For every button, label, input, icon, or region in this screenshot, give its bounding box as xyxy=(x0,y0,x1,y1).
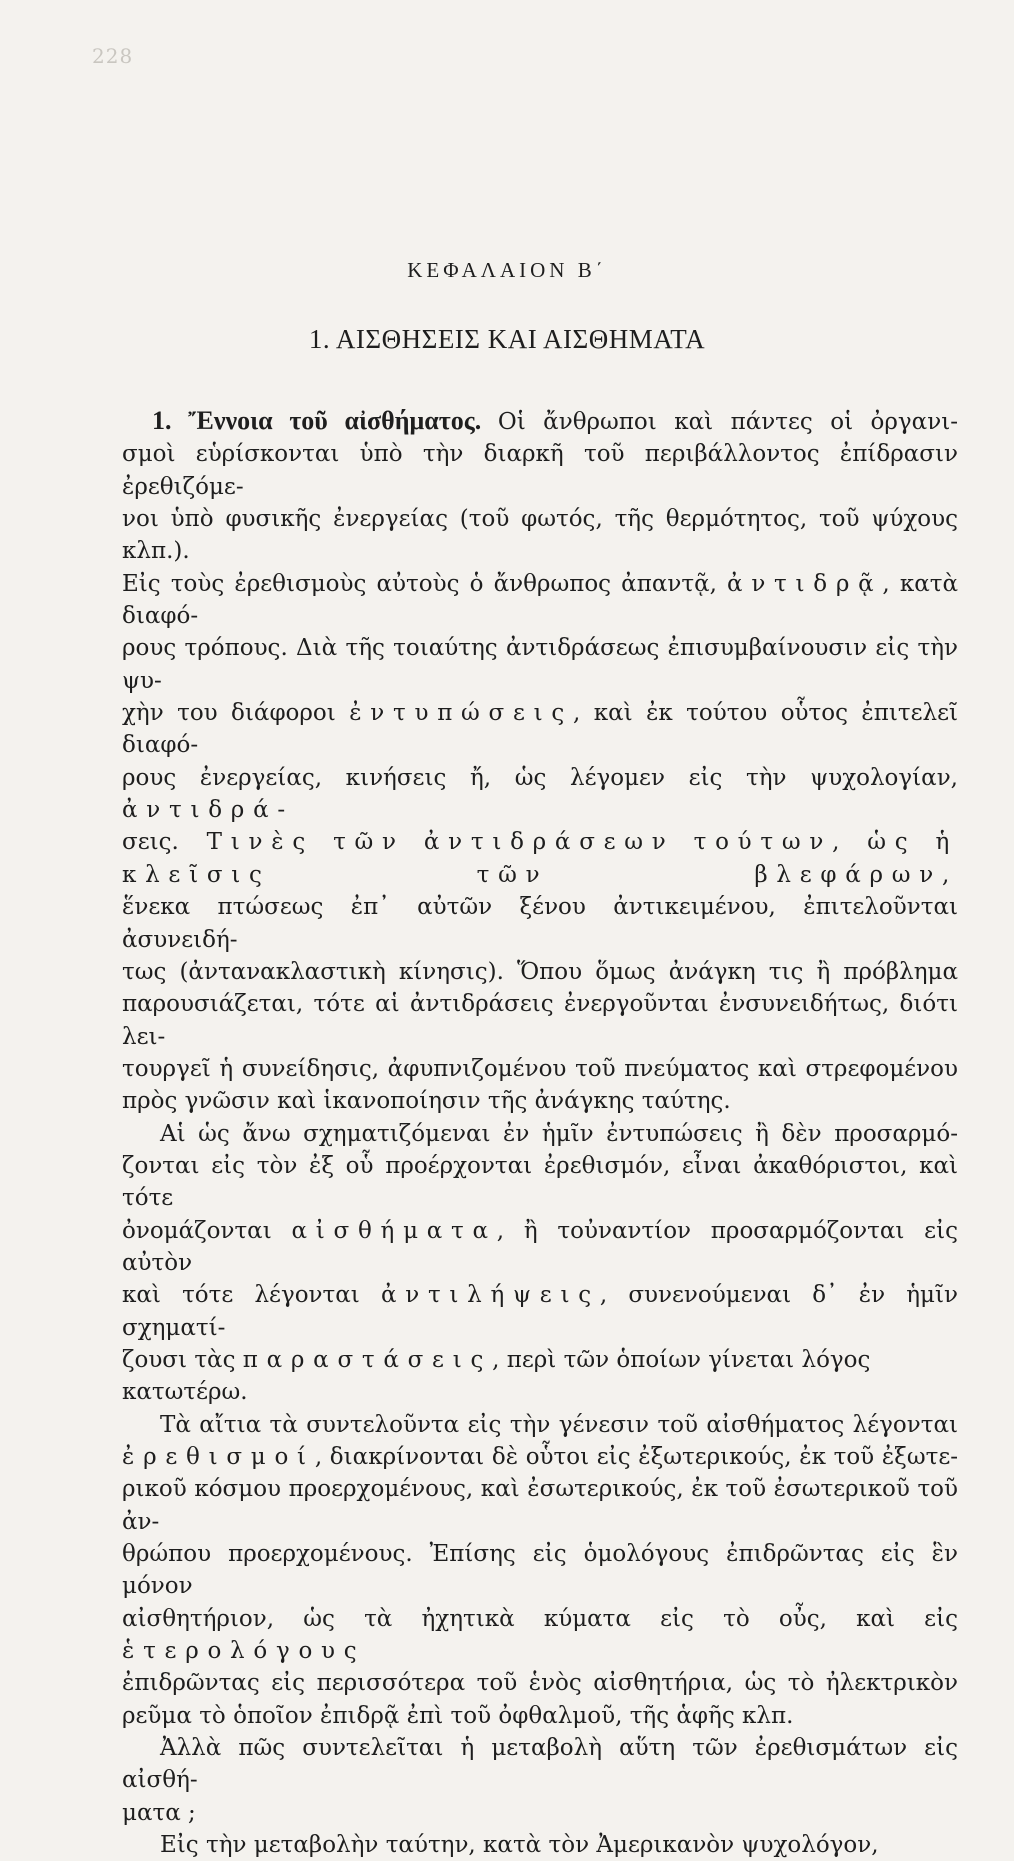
text-line xyxy=(122,1538,958,1603)
text-run: πρὸς γνῶσιν καὶ ἱκανοποίησιν τῆς ἀνάγκης ταύτης. xyxy=(122,1088,731,1115)
text-line xyxy=(122,1603,958,1668)
text-run: , ἢ τοὐναντίον προσαρμόζονται εἰς αὐτὸν xyxy=(122,1217,958,1276)
text-run: , καὶ ἐκ τούτου οὗτος ἐπιτελεῖ διαφό- xyxy=(122,700,959,759)
text-line xyxy=(122,438,958,503)
spaced-term: αἰσθήματα xyxy=(291,1217,497,1244)
text-run: σεις xyxy=(122,829,172,856)
text-run: χὴν του διάφοροι xyxy=(122,700,350,727)
text-run: Αἱ ὡς ἄνω σχηματιζόμεναι ἐν ἡμῖν ἐντυπώσεις ἢ δὲν προσαρμό- xyxy=(160,1120,958,1147)
text-run: παρουσιάζεται, τότε αἱ ἀντιδράσεις ἐνεργοῦνται ἐνσυνειδήτως, διότι λει- xyxy=(122,991,958,1050)
text-run: ὀνομάζονται xyxy=(122,1217,292,1244)
text-run: Εἰς τοὺς ἐρεθισμοὺς αὐτοὺς ὁ ἄνθρωπος ἀπαντᾷ, xyxy=(122,570,728,597)
text-line xyxy=(122,1797,958,1829)
text-run: τουργεῖ ἡ συνείδησις, ἀφυπνιζομένου τοῦ πνεύματος καὶ στρεφομένου xyxy=(122,1055,958,1082)
text-line xyxy=(122,891,958,956)
text-run: , διακρίνονται δὲ οὗτοι εἰς ἐξωτερικούς, ἐκ τοῦ ἐξωτε- xyxy=(314,1444,958,1470)
text-line xyxy=(122,1441,958,1473)
spaced-term: ἐντυπώσεις xyxy=(349,700,574,727)
chapter-title: ΚΕΦΑΛΑΙΟΝ Β΄ xyxy=(407,258,607,282)
text-line xyxy=(122,632,958,697)
text-run: ζουσι τὰς xyxy=(122,1346,243,1373)
text-line xyxy=(122,826,958,891)
text-line xyxy=(122,1829,958,1861)
text-line xyxy=(122,1085,958,1117)
text-line xyxy=(122,1732,958,1797)
text-run: Οἱ ἄνθρωποι καὶ πάντες οἱ ὀργανι- xyxy=(497,409,958,435)
paragraph xyxy=(122,405,958,1118)
text-line xyxy=(122,697,958,762)
paragraph xyxy=(122,1732,958,1829)
text-line xyxy=(122,1473,958,1538)
spaced-term: . Τινὲς τῶν ἀντιδράσεων τούτων, ὡς ἡ κλεῖσις τῶν βλεφάρων, xyxy=(122,829,958,888)
spaced-term: ἐρεθισμοί xyxy=(122,1444,315,1470)
text-run: ἐπιδρῶντας εἰς περισσότερα τοῦ ἑνὸς αἰσθητήρια, ὡς τὸ ἠλεκτρικὸν xyxy=(122,1670,958,1697)
text-line xyxy=(122,1279,958,1344)
body-text xyxy=(122,405,958,1861)
text-run: ρους ἐνεργείας, κινήσεις ἤ, ὡς λέγομεν εἰς τὴν ψυχολογίαν, xyxy=(122,764,958,791)
text-run: ἕνεκα πτώσεως ἐπ᾽ αὐτῶν ξένου ἀντικειμένου, ἐπιτελοῦνται ἀσυνειδή- xyxy=(122,894,958,953)
text-run: , συνενούμεναι δ᾽ ἐν ἡμῖν σχηματί- xyxy=(122,1282,958,1341)
text-line xyxy=(122,762,958,827)
paragraph xyxy=(122,1118,958,1409)
text-run: θρώπου προερχομένους. Ἐπίσης εἰς ὁμολόγους ἐπιδρῶντας εἰς ἓν μόνον xyxy=(122,1541,958,1600)
text-line xyxy=(122,1053,958,1085)
text-line xyxy=(122,1150,958,1215)
spaced-term: ἀντιδρᾷ xyxy=(727,570,883,597)
text-run: Ἀλλὰ πῶς συντελεῖται ἡ μεταβολὴ αὕτη τῶν ἐρεθισμάτων εἰς αἰσθή- xyxy=(122,1735,958,1794)
spaced-term: ἑτερολόγους xyxy=(122,1638,366,1665)
text-line xyxy=(122,1215,958,1280)
spaced-term: παραστάσεις xyxy=(242,1346,493,1373)
text-run: σμοὶ εὑρίσκονται ὑπὸ τὴν διαρκῆ τοῦ περιβάλλοντος ἐπίδρασιν ἐρεθιζόμε- xyxy=(122,441,958,500)
text-run: νοι ὑπὸ φυσικῆς ἐνεργείας (τοῦ φωτός, τῆς θερμότητος, τοῦ ψύχους κλπ.). xyxy=(122,506,958,565)
text-line xyxy=(122,568,958,633)
text-run: αἰσθητήριον, ὡς τὰ ἠχητικὰ κύματα εἰς τὸ οὖς, καὶ εἰς xyxy=(122,1605,958,1632)
text-run: ζονται εἰς τὸν ἐξ οὗ προέρχονται ἐρεθισμόν, εἶναι ἀκαθόριστοι, καὶ τότε xyxy=(122,1152,958,1212)
text-line xyxy=(122,1344,958,1409)
text-run: Τὰ αἴτια τὰ συντελοῦντα εἰς τὴν γένεσιν τοῦ αἰσθήματος λέγονται xyxy=(160,1411,958,1438)
text-run: , κατὰ διαφό- xyxy=(122,570,958,630)
paragraph xyxy=(122,1829,958,1861)
text-run: ρικοῦ κόσμου προερχομένους, καὶ ἐσωτερικούς, ἐκ τοῦ ἐσωτερικοῦ τοῦ ἀν- xyxy=(122,1476,958,1535)
paragraph xyxy=(122,1409,958,1732)
text-run: ρεῦμα τὸ ὁποῖον ἐπιδρᾷ ἐπὶ τοῦ ὀφθαλμοῦ, τῆς ἁφῆς κλπ. xyxy=(122,1702,794,1729)
text-run: , περὶ τῶν ὁποίων γίνεται λόγος κατωτέρω. xyxy=(122,1346,871,1406)
text-line xyxy=(122,1118,958,1150)
text-run: ρους τρόπους. Διὰ τῆς τοιαύτης ἀντιδράσεως ἐπισυμβαίνουσιν εἰς τὴν ψυ- xyxy=(122,635,958,694)
text-run: ματα ; xyxy=(122,1799,196,1826)
text-run: τως (ἀντανακλαστικὴ κίνησις). Ὅπου ὅμως ἀνάγκη τις ἢ πρόβλημα xyxy=(122,958,958,985)
text-run: Εἰς τὴν μεταβολὴν ταύτην, κατὰ τὸν Ἀμερικανὸν ψυχολόγον, xyxy=(160,1832,879,1859)
text-line xyxy=(122,405,958,438)
page-number: 228 xyxy=(92,44,134,68)
text-line xyxy=(122,1667,958,1699)
text-line xyxy=(122,1409,958,1441)
article-title: 1. Ἔννοια τοῦ αἰσθήματος. xyxy=(152,406,498,435)
spaced-term: ἀντιλήψεις xyxy=(380,1282,600,1309)
spaced-term: ἀντιδρά- xyxy=(122,797,294,824)
section-heading: 1. ΑΙΣΘΗΣΕΙΣ ΚΑΙ ΑΙΣΘΗΜΑΤΑ xyxy=(308,324,706,354)
text-line xyxy=(122,956,958,988)
text-line xyxy=(122,503,958,568)
text-line xyxy=(122,1700,958,1732)
text-line xyxy=(122,988,958,1053)
text-run: καὶ τότε λέγονται xyxy=(122,1282,381,1309)
